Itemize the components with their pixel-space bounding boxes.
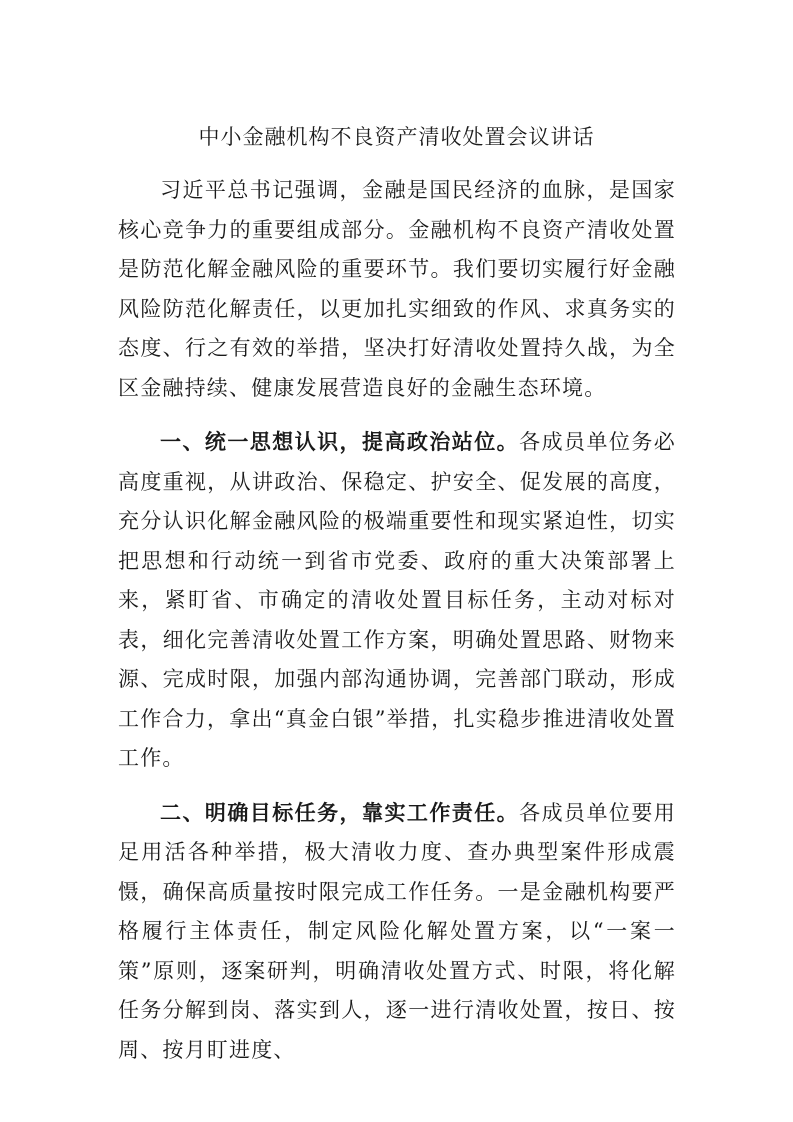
- document-title: 中小金融机构不良资产清收处置会议讲话: [198, 125, 595, 149]
- paragraph-text: 习近平总书记强调，金融是国民经济的血脉，是国家核心竞争力的重要组成部分。金融机构不良资产清收处置是防范化解金融风险的重要环节。我们要切实履行好金融风险防范化解责任，以更加扎实细致的作风、求真务实的态度、行之有效的举措，坚决打好清收处置持久战，为全区金融持续、健康发展营造良好的金融生态环境。: [118, 178, 676, 400]
- paragraph-lead: 二、明确目标任务，靠实工作责任。: [160, 799, 520, 825]
- paragraph-text: 各成员单位要用足用活各种举措，极大清收力度、查办典型案件形成震慑，确保高质量按时限完成工作任务。一是金融机构要严格履行主体责任，制定风险化解处置方案，以“一案一策”原则，逐案研判，明确清收处置方式、时限，将化解任务分解到岗、落实到人，逐一进行清收处置，按日、按周、按月盯进度、: [118, 800, 676, 1062]
- paragraph-text: 各成员单位务必高度重视，从讲政治、保稳定、护安全、促发展的高度，充分认识化解金融风险的极端重要性和现实紧迫性，切实把思想和行动统一到省市党委、政府的重大决策部署上来，紧盯省、市确定的清收处置目标任务，主动对标对表，细化完善清收处置工作方案，明确处置思路、财物来源、完成时限，加强内部沟通协调，完善部门联动，形成工作合力，拿出“真金白银”举措，扎实稳步推进清收处置工作。: [118, 430, 676, 770]
- paragraph-section-1: [118, 422, 676, 779]
- paragraph-intro: [118, 170, 676, 408]
- paragraph-section-2: [118, 793, 676, 1071]
- paragraph-lead: 一、统一思想认识，提高政治站位。: [160, 429, 520, 454]
- document-body: [118, 170, 676, 1084]
